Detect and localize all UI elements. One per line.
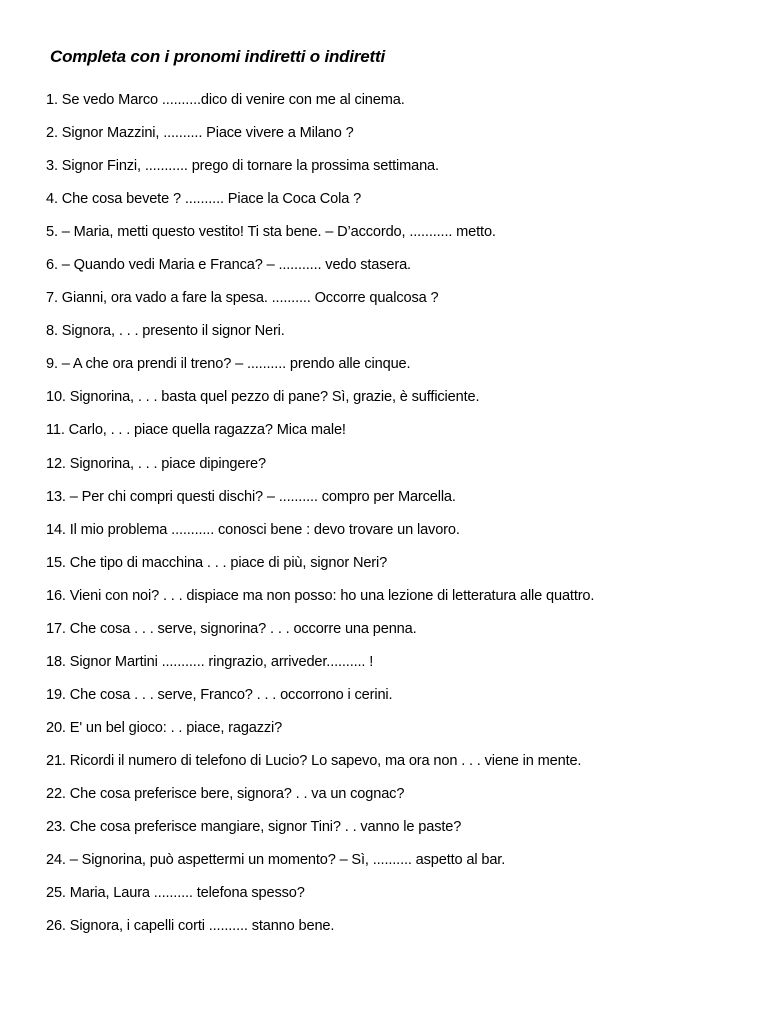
exercise-item-20: 20. E' un bel gioco: . . piace, ragazzi?	[46, 719, 283, 736]
exercise-item-13: 13. – Per chi compri questi dischi? – .......... compro per Marcella.	[46, 488, 456, 505]
exercise-item-26: 26. Signora, i capelli corti .......... stanno bene.	[46, 918, 335, 935]
exercise-item-2: 2. Signor Mazzini, .......... Piace vivere a Milano ?	[46, 125, 354, 142]
exercise-item-10: 10. Signorina, . . . basta quel pezzo di pane? Sì, grazie, è sufficiente.	[46, 389, 480, 406]
exercise-item-9: 9. – A che ora prendi il treno? – .......... prendo alle cinque.	[46, 356, 411, 373]
exercise-item-25: 25. Maria, Laura .......... telefona spesso?	[46, 885, 305, 902]
exercise-item-1: 1. Se vedo Marco ..........dico di venire con me al cinema.	[46, 92, 405, 108]
exercise-item-15: 15. Che tipo di macchina . . . piace di più, signor Neri?	[46, 554, 388, 571]
exercise-item-19: 19. Che cosa . . . serve, Franco? . . . occorrono i cerini.	[46, 686, 393, 703]
worksheet-title: Completa con i pronomi indiretti o indiretti	[50, 47, 385, 66]
exercise-item-4: 4. Che cosa bevete ? .......... Piace la Coca Cola ?	[46, 191, 362, 208]
exercise-item-22: 22. Che cosa preferisce bere, signora? . . va un cognac?	[46, 785, 405, 802]
exercise-item-7: 7. Gianni, ora vado a fare la spesa. .......... Occorre qualcosa ?	[46, 290, 439, 307]
exercise-item-8: 8. Signora, . . . presento il signor Neri.	[46, 323, 285, 340]
exercise-item-24: 24. – Signorina, può aspettermi un momento? – Sì, .......... aspetto al bar.	[46, 852, 506, 869]
exercise-item-12: 12. Signorina, . . . piace dipingere?	[46, 455, 266, 472]
exercise-item-6: 6. – Quando vedi Maria e Franca? – ........... vedo stasera.	[46, 257, 411, 274]
exercise-list	[46, 88, 746, 947]
exercise-item-21: 21. Ricordi il numero di telefono di Lucio? Lo sapevo, ma ora non . . . viene in mente.	[46, 752, 582, 769]
exercise-item-3: 3. Signor Finzi, ........... prego di tornare la prossima settimana.	[46, 158, 439, 175]
exercise-item-14: 14. Il mio problema ........... conosci bene : devo trovare un lavoro.	[46, 521, 460, 538]
exercise-item-23: 23. Che cosa preferisce mangiare, signor Tini? . . vanno le paste?	[46, 819, 462, 836]
exercise-item-17: 17. Che cosa . . . serve, signorina? . . . occorre una penna.	[46, 620, 417, 637]
exercise-item-18: 18. Signor Martini ........... ringrazio, arriveder.......... !	[46, 653, 374, 670]
exercise-item-5: 5. – Maria, metti questo vestito! Ti sta bene. – D’accordo, ........... metto.	[46, 224, 496, 241]
exercise-item-16: 16. Vieni con noi? . . . dispiace ma non posso: ho una lezione di letteratura alle quattro.	[46, 587, 595, 604]
exercise-item-11: 11. Carlo, . . . piace quella ragazza? Mica male!	[46, 422, 346, 439]
